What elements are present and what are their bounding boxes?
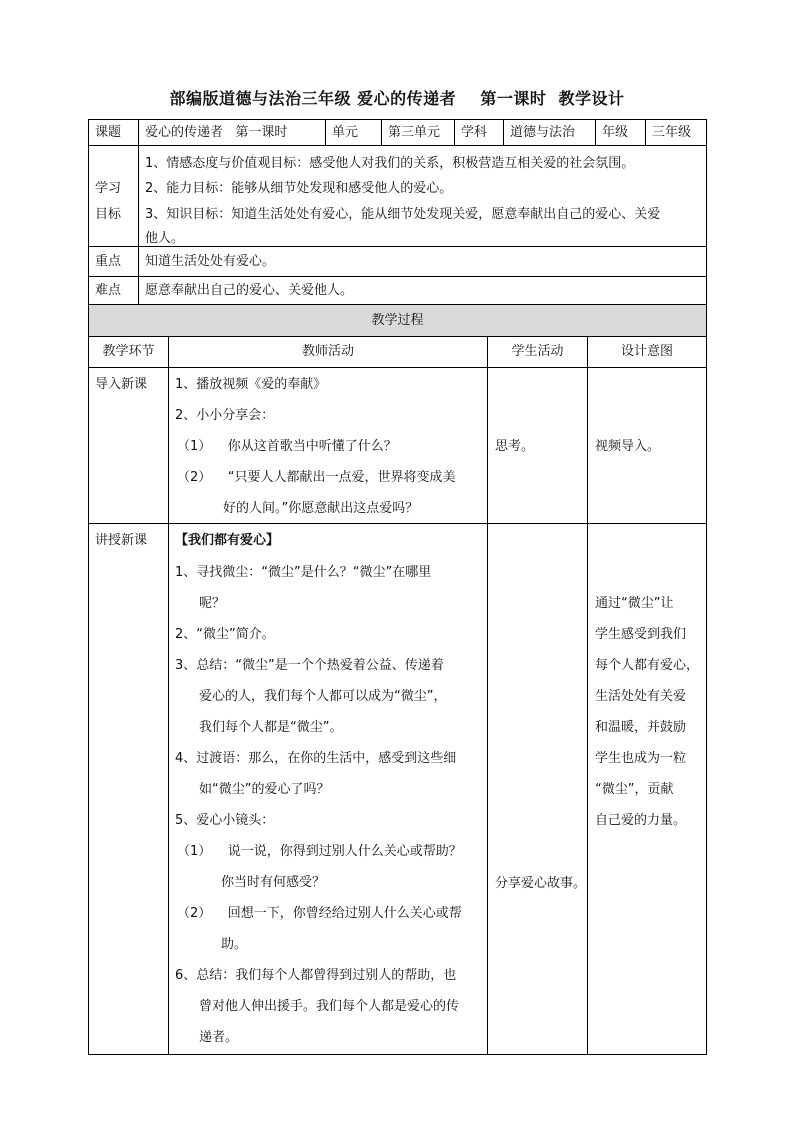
objective-line-1: 1、情感态度与价值观目标：感受他人对我们的关系，积极营造互相关爱的社会氛围。 xyxy=(145,156,635,171)
section2-line-12: （2） 回想一下，你曾经给过别人什么关心或帮 xyxy=(177,906,462,921)
topic-label-text: 课题 xyxy=(95,124,122,140)
grade-value-text: 三年级 xyxy=(652,124,692,140)
unit-value xyxy=(381,119,455,146)
process-header xyxy=(88,304,707,337)
objective-line-4: 他人。 xyxy=(145,231,185,246)
section2-intent-line-1: 通过“微尘”让 xyxy=(595,596,674,611)
section2-intent-line-3: 每个人都有爱心， xyxy=(595,658,700,673)
col-stage-header-text: 教学环节 xyxy=(102,344,155,359)
section2-stage xyxy=(88,523,169,1055)
process-header-text: 教学过程 xyxy=(371,312,424,328)
col-student-header xyxy=(487,336,588,368)
section2-intent-line-6: 学生也成为一粒 xyxy=(595,751,687,766)
document-title: 部编版道德与法治三年级 爱心的传递者 第一课时 教学设计 xyxy=(169,89,625,108)
objectives-content xyxy=(138,145,707,247)
section1-intent-text: 视频导入。 xyxy=(595,439,661,454)
grade-label-text: 年级 xyxy=(602,124,629,140)
section2-intent xyxy=(587,523,707,1055)
section2-line-10: （1） 说一说，你得到过别人什么关心或帮助？ xyxy=(177,844,462,859)
col-teacher-header-text: 教师活动 xyxy=(301,344,354,359)
section1-intent xyxy=(587,367,707,524)
section2-teacher xyxy=(168,523,488,1055)
section1-stage xyxy=(88,367,169,524)
section2-line-5: 爱心的人，我们每个人都可以成为“微尘”， xyxy=(199,689,447,704)
section1-line-5: 好的人间。”你愿意献出这点爱吗？ xyxy=(223,501,419,516)
col-intent-header xyxy=(587,336,707,368)
section2-line-13: 助。 xyxy=(221,937,248,952)
section2-line-11: 你当时有何感受？ xyxy=(221,875,326,890)
col-teacher-header xyxy=(168,336,488,368)
unit-label xyxy=(325,119,382,146)
objectives-label-line1: 学习 xyxy=(95,181,122,196)
objectives-label xyxy=(88,145,139,247)
subject-value xyxy=(503,119,596,146)
section2-line-1: 1、寻找微尘：“微尘”是什么？“微尘”在哪里 xyxy=(175,565,432,580)
key-point-label xyxy=(88,246,139,277)
difficulty-value-text: 愿意奉献出自己的爱心、关爱他人。 xyxy=(145,282,354,298)
subject-label xyxy=(454,119,504,146)
section2-student xyxy=(487,523,588,1055)
topic-value-text: 爱心的传递者 第一课时 xyxy=(145,124,288,140)
section2-student-text: 分享爱心故事。 xyxy=(495,876,587,891)
grade-value xyxy=(645,119,707,146)
unit-value-text: 第三单元 xyxy=(388,124,441,140)
col-intent-header-text: 设计意图 xyxy=(620,344,673,359)
section2-intent-line-4: 生活处处有关爱 xyxy=(595,689,687,704)
key-point-value xyxy=(138,246,707,277)
section2-intent-line-7: “微尘”，贡献 xyxy=(595,782,674,797)
section2-stage-text: 讲授新课 xyxy=(95,533,148,548)
objectives-label-line2: 目标 xyxy=(95,207,122,222)
section2-line-15: 曾对他人伸出援手。我们每个人都是爱心的传 xyxy=(199,999,460,1014)
section1-line-4: （2） “只要人人都献出一点爱，世界将变成美 xyxy=(177,470,456,485)
section1-student xyxy=(487,367,588,524)
section2-line-8: 如“微尘”的爱心了吗？ xyxy=(199,782,330,797)
difficulty-label-text: 难点 xyxy=(95,282,122,298)
section1-teacher xyxy=(168,367,488,524)
section1-student-text: 思考。 xyxy=(495,439,535,454)
section2-line-7: 4、过渡语：那么，在你的生活中，感受到这些细 xyxy=(175,751,457,766)
section2-line-3: 2、“微尘”简介。 xyxy=(175,627,275,642)
section2-line-16: 递者。 xyxy=(199,1030,239,1045)
grade-label xyxy=(595,119,646,146)
section2-intent-line-5: 和温暖，并鼓励 xyxy=(595,720,687,735)
objective-line-2: 2、能力目标：能够从细节处发现和感受他人的爱心。 xyxy=(145,181,453,196)
difficulty-label xyxy=(88,276,139,305)
difficulty-value xyxy=(138,276,707,305)
section2-intent-line-8: 自己爱的力量。 xyxy=(595,813,687,828)
section2-intent-line-2: 学生感受到我们 xyxy=(595,627,687,642)
unit-label-text: 单元 xyxy=(332,124,359,140)
section2-line-4: 3、总结：“微尘”是一个个热爱着公益、传递着 xyxy=(175,658,444,673)
topic-value xyxy=(138,119,326,146)
section1-line-1: 1、播放视频《爱的奉献》 xyxy=(175,377,327,392)
section2-line-14: 6、总结：我们每个人都曾得到过别人的帮助，也 xyxy=(175,968,457,983)
section2-line-9: 5、爱心小镜头： xyxy=(175,813,275,828)
section1-line-3: （1） 你从这首歌当中听懂了什么？ xyxy=(177,439,397,454)
section2-heading: 【我们都有爱心】 xyxy=(175,533,280,548)
subject-label-text: 学科 xyxy=(461,124,488,140)
section2-line-2: 呢？ xyxy=(199,596,226,611)
section2-line-6: 我们每个人都是“微尘”。 xyxy=(199,720,343,735)
objective-line-3: 3、知识目标：知道生活处处有爱心，能从细节处发现关爱，愿意奉献出自己的爱心、关爱 xyxy=(145,207,661,222)
key-point-label-text: 重点 xyxy=(95,253,122,269)
section1-stage-text: 导入新课 xyxy=(95,377,148,392)
key-point-value-text: 知道生活处处有爱心。 xyxy=(145,253,276,269)
col-stage-header xyxy=(88,336,169,368)
col-student-header-text: 学生活动 xyxy=(511,344,564,359)
section1-line-2: 2、小小分享会： xyxy=(175,408,275,423)
subject-value-text: 道德与法治 xyxy=(510,124,576,140)
topic-label xyxy=(88,119,139,146)
